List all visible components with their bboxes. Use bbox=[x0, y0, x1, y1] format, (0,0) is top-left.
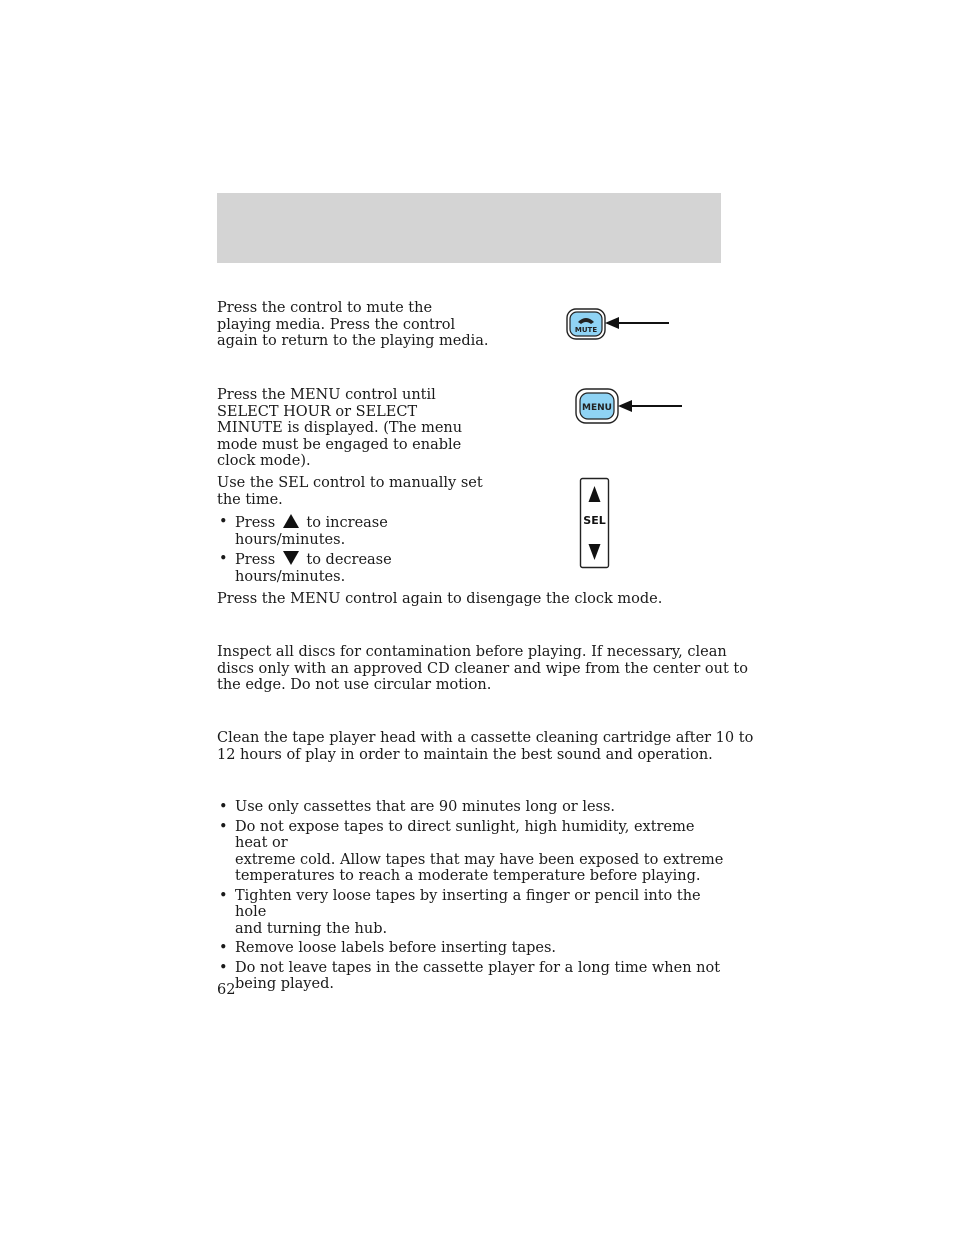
list-item: • Remove loose labels before inserting tapes. bbox=[217, 940, 727, 957]
text-line: Press the MENU control until bbox=[217, 387, 436, 403]
menu-instructions bbox=[217, 387, 462, 470]
mute-button-label: MUTE bbox=[574, 326, 598, 334]
list-item: • Do not leave tapes in the cassette player for a long time when not being played. bbox=[217, 960, 727, 993]
list-item: • Press to decrease hours/minutes. bbox=[217, 551, 477, 585]
arrow-left-icon bbox=[605, 317, 669, 329]
arrow-left-icon bbox=[618, 400, 682, 412]
text-line: clock mode). bbox=[217, 453, 311, 469]
list-item: • Press to increase hours/minutes. bbox=[217, 514, 477, 548]
text-line: Clean the tape player head with a cassette cleaning cartridge after 10 to bbox=[217, 730, 754, 746]
text-line: Inspect all discs for contamination before playing. If necessary, clean bbox=[217, 644, 727, 660]
mute-button-illustration bbox=[566, 308, 672, 342]
cd-care-text bbox=[217, 644, 748, 694]
arrow-up-icon bbox=[283, 514, 299, 528]
text-line: 12 hours of play in order to maintain the best sound and operation. bbox=[217, 746, 713, 763]
sel-label: SEL bbox=[583, 514, 606, 527]
text-line: the time. bbox=[217, 491, 283, 508]
text-line: discs only with an approved CD cleaner and wipe from the center out to bbox=[217, 660, 748, 677]
list-item: • Use only cassettes that are 90 minutes long or less. bbox=[217, 799, 727, 816]
text-line: Use the SEL control to manually set bbox=[217, 475, 483, 491]
menu-button-label: MENU bbox=[582, 403, 612, 413]
text-line: Press the control to mute the bbox=[217, 300, 433, 316]
text-line: mode must be engaged to enable bbox=[217, 436, 462, 453]
tape-care-list bbox=[217, 799, 727, 996]
menu-button-illustration bbox=[575, 388, 685, 426]
list-item: • Do not expose tapes to direct sunlight, high humidity, extreme heat or extreme cold. Allow tapes that may have been exposed to extreme temperatures to reach a moderate temperature before playing. bbox=[217, 819, 727, 885]
mute-instructions bbox=[217, 300, 489, 350]
text-line: MINUTE is displayed. (The menu bbox=[217, 420, 463, 436]
tape-head-text bbox=[217, 730, 753, 763]
page-number: 62 bbox=[217, 982, 236, 998]
text-line: playing media. Press the control bbox=[217, 316, 456, 333]
text-line: the edge. Do not use circular motion. bbox=[217, 677, 492, 693]
sel-bullet-list bbox=[217, 514, 477, 588]
text-line: SELECT HOUR or SELECT bbox=[217, 403, 418, 420]
sel-instructions bbox=[217, 475, 483, 508]
sel-control-illustration bbox=[579, 477, 611, 570]
menu-exit-text: Press the MENU control again to disengage the clock mode. bbox=[217, 591, 663, 607]
list-item: • Tighten very loose tapes by inserting a finger or pencil into the hole and turning the hub. bbox=[217, 888, 727, 938]
arrow-down-icon bbox=[283, 551, 299, 565]
text-line: again to return to the playing media. bbox=[217, 333, 489, 349]
section-header-band bbox=[217, 193, 721, 263]
